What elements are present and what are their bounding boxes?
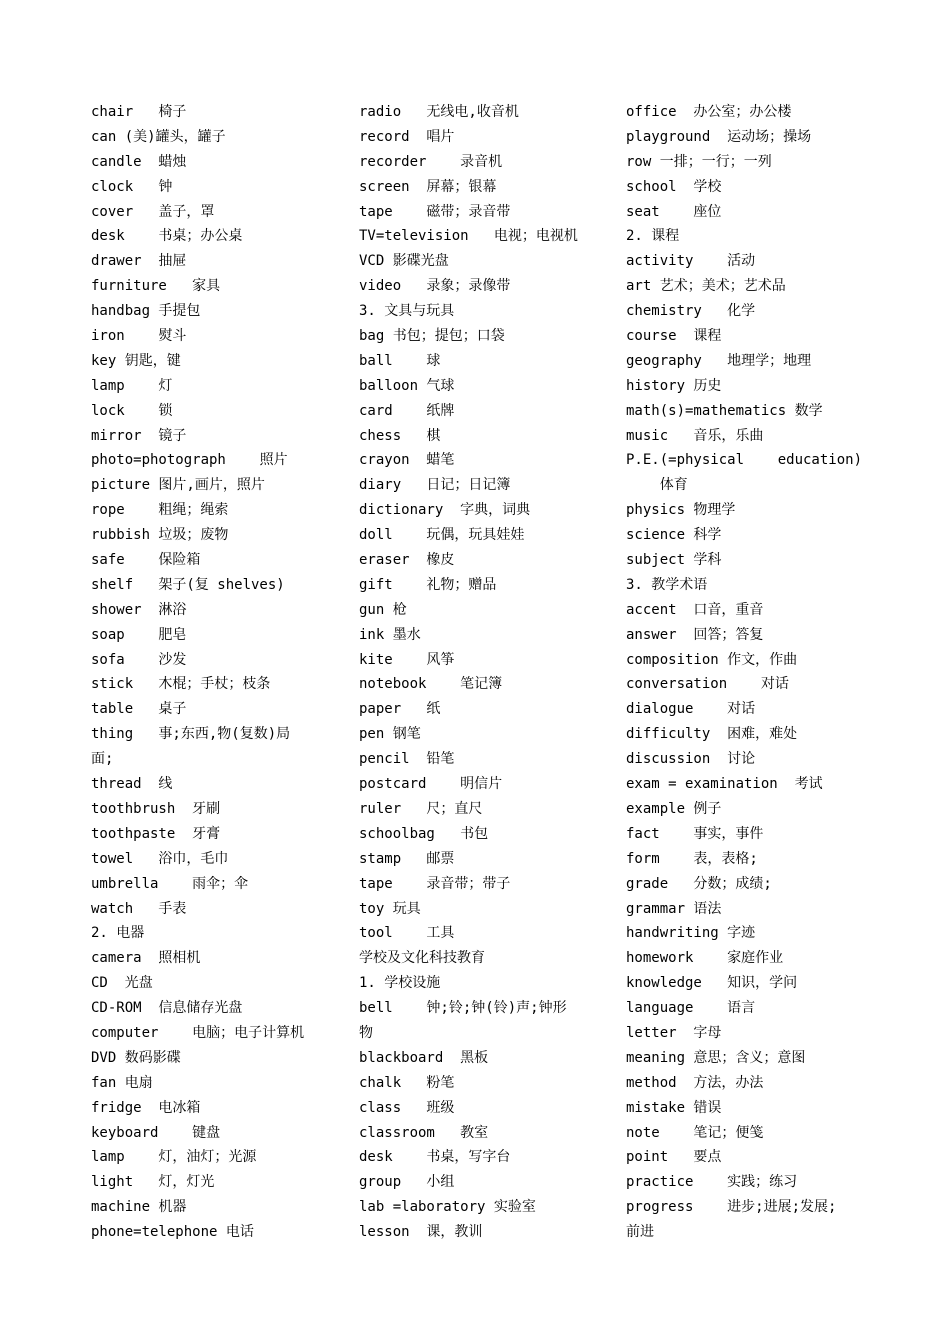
vocab-entry: mirror 镜子 [91, 427, 187, 444]
vocab-entry: chair 椅子 [91, 104, 187, 120]
vocab-entry: shelf 架子(复 shelves) [91, 576, 285, 593]
vocab-entry: paper 纸 [359, 701, 441, 718]
vocab-entry: seat 座位 [626, 203, 722, 220]
vocab-entry: method 方法，办法 [626, 1074, 764, 1091]
vocab-entry: cover 盖子，罩 [91, 203, 215, 220]
vocab-entry: 学校及文化科技教育 [359, 950, 485, 967]
vocab-column-2 [359, 100, 614, 1245]
vocab-entry: candle 蜡烛 [91, 153, 187, 170]
vocab-entry: kite 风筝 [359, 651, 455, 668]
vocab-entry: tape 磁带；录音带 [359, 203, 511, 220]
vocab-entry: progress 进步;进展;发展; [626, 1199, 837, 1216]
vocab-entry: photo=photograph 照片 [91, 452, 288, 469]
vocab-entry: course 课程 [626, 328, 722, 345]
vocab-entry: rubbish 垃圾；废物 [91, 527, 229, 544]
vocab-entry: history 历史 [626, 377, 722, 394]
vocab-entry: exam = examination 考试 [626, 776, 823, 793]
vocab-entry: schoolbag 书包 [359, 825, 489, 842]
vocab-entry: geography 地理学；地理 [626, 352, 812, 369]
vocab-entry: light 灯，灯光 [91, 1174, 215, 1191]
vocab-entry: handbag 手提包 [91, 303, 201, 320]
vocab-entry: ink 墨水 [359, 626, 421, 643]
vocab-entry: screen 屏幕；银幕 [359, 178, 497, 195]
vocab-entry: math(s)=mathematics 数学 [626, 402, 823, 419]
vocab-entry: machine 机器 [91, 1199, 187, 1216]
vocab-entry: row 一排；一行；一列 [626, 153, 772, 170]
vocab-entry: postcard 明信片 [359, 776, 503, 793]
vocab-entry: homework 家庭作业 [626, 950, 784, 967]
vocab-entry: TV=television 电视；电视机 [359, 228, 578, 245]
vocab-entry: tool 工具 [359, 925, 455, 942]
vocab-column-1 [91, 100, 346, 1245]
vocab-entry: DVD 数码影碟 [91, 1049, 181, 1066]
vocab-entry: thing 事;东西,物(复数)局 [91, 726, 291, 743]
vocab-entry: 2. 电器 [91, 925, 145, 942]
vocab-entry: recorder 录音机 [359, 153, 503, 170]
vocab-entry: camera 照相机 [91, 950, 201, 967]
vocab-entry: 2. 课程 [626, 228, 680, 245]
vocab-entry: handwriting 字迹 [626, 925, 756, 942]
vocab-entry: 1. 学校设施 [359, 975, 441, 992]
vocab-entry: phone=telephone 电话 [91, 1224, 254, 1241]
vocab-entry: fact 事实，事件 [626, 825, 764, 842]
vocab-entry: eraser 橡皮 [359, 552, 455, 569]
vocab-entry: science 科学 [626, 527, 722, 544]
vocab-entry: pen 钢笔 [359, 726, 421, 743]
vocab-entry: 面; [91, 751, 114, 768]
vocab-entry: 3. 教学术语 [626, 576, 708, 593]
vocab-entry: art 艺术；美术；艺术品 [626, 278, 786, 295]
vocab-entry: clock 钟 [91, 178, 173, 195]
vocab-entry: dictionary 字典，词典 [359, 502, 531, 519]
vocab-entry: physics 物理学 [626, 502, 736, 519]
vocab-entry: shower 淋浴 [91, 601, 187, 618]
vocab-entry: desk 书桌，写字台 [359, 1149, 511, 1166]
vocab-entry: stick 木棍；手杖；枝条 [91, 676, 271, 693]
vocab-entry: chess 棋 [359, 427, 441, 444]
vocab-entry: picture 图片,画片，照片 [91, 477, 265, 494]
vocab-entry: desk 书桌；办公桌 [91, 228, 243, 245]
vocab-entry: accent 口音，重音 [626, 601, 764, 618]
vocab-entry: lab =laboratory 实验室 [359, 1199, 536, 1216]
vocab-entry: bag 书包；提包；口袋 [359, 328, 505, 345]
vocab-entry: chemistry 化学 [626, 303, 756, 320]
vocab-entry: composition 作文，作曲 [626, 651, 798, 668]
vocab-entry: rope 粗绳；绳索 [91, 502, 229, 519]
vocab-entry: lesson 课，教训 [359, 1224, 483, 1241]
vocab-entry: point 要点 [626, 1149, 722, 1166]
vocab-entry: class 班级 [359, 1099, 455, 1116]
vocab-entry: 3. 文具与玩具 [359, 303, 455, 320]
vocab-entry: knowledge 知识，学问 [626, 975, 798, 992]
vocab-entry: ruler 尺；直尺 [359, 800, 483, 817]
vocab-entry: letter 字母 [626, 1024, 722, 1041]
vocab-entry: lamp 灯 [91, 377, 173, 394]
vocab-entry: 前进 [626, 1224, 654, 1241]
vocab-entry: tape 录音带；带子 [359, 875, 511, 892]
vocab-entry: lamp 灯，油灯；光源 [91, 1149, 257, 1166]
vocab-entry: can (美)罐头，罐子 [91, 128, 226, 145]
vocab-entry: fan 电扇 [91, 1074, 153, 1091]
vocab-column-3 [626, 100, 926, 1245]
vocab-entry: toothbrush 牙刷 [91, 800, 221, 817]
vocab-entry: conversation 对话 [626, 676, 789, 693]
vocab-entry: blackboard 黑板 [359, 1049, 489, 1066]
vocab-entry: practice 实践；练习 [626, 1174, 798, 1191]
vocab-entry: video 录象；录像带 [359, 278, 511, 295]
vocab-entry: radio 无线电,收音机 [359, 104, 519, 120]
vocab-entry: answer 回答；答复 [626, 626, 764, 643]
vocab-entry: keyboard 键盘 [91, 1124, 221, 1141]
vocab-entry: gift 礼物；赠品 [359, 576, 497, 593]
vocab-entry: language 语言 [626, 1000, 756, 1017]
vocab-entry: umbrella 雨伞；伞 [91, 875, 249, 892]
vocab-entry: record 唱片 [359, 128, 455, 145]
vocab-entry: form 表，表格; [626, 850, 758, 867]
vocab-entry: safe 保险箱 [91, 552, 201, 569]
vocab-entry: P.E.(=physical education) [626, 452, 863, 469]
vocab-entry: 体育 [626, 477, 688, 494]
vocab-entry: soap 肥皂 [91, 626, 187, 643]
vocab-entry: computer 电脑；电子计算机 [91, 1024, 305, 1041]
vocab-entry: classroom 教室 [359, 1124, 489, 1141]
vocab-entry: doll 玩偶，玩具娃娃 [359, 527, 525, 544]
vocab-entry: meaning 意思；含义；意图 [626, 1049, 806, 1066]
vocab-entry: thread 线 [91, 776, 173, 793]
vocab-entry: sofa 沙发 [91, 651, 187, 668]
vocab-entry: dialogue 对话 [626, 701, 756, 718]
vocab-entry: iron 熨斗 [91, 328, 187, 345]
vocab-entry: watch 手表 [91, 900, 187, 917]
vocab-entry: grade 分数；成绩; [626, 875, 772, 892]
vocab-entry: toothpaste 牙膏 [91, 825, 221, 842]
vocab-entry: bell 钟;铃;钟(铃)声;钟形 [359, 1000, 567, 1017]
vocab-entry: towel 浴巾，毛巾 [91, 850, 229, 867]
vocab-entry: grammar 语法 [626, 900, 722, 917]
vocab-entry: discussion 讨论 [626, 751, 756, 768]
vocab-entry: key 钥匙，键 [91, 352, 181, 369]
vocab-entry: stamp 邮票 [359, 850, 455, 867]
vocab-entry: note 笔记；便笺 [626, 1124, 764, 1141]
vocab-entry: toy 玩具 [359, 900, 421, 917]
vocab-entry: group 小组 [359, 1174, 455, 1191]
vocab-entry: table 桌子 [91, 701, 187, 718]
vocab-entry: card 纸牌 [359, 402, 455, 419]
vocab-entry: gun 枪 [359, 601, 407, 618]
vocab-entry: difficulty 困难，难处 [626, 726, 798, 743]
vocab-entry: example 例子 [626, 800, 722, 817]
vocab-entry: office 办公室；办公楼 [626, 104, 792, 120]
vocab-entry: lock 锁 [91, 402, 173, 419]
vocab-entry: CD-ROM 信息储存光盘 [91, 1000, 243, 1017]
vocab-entry: playground 运动场；操场 [626, 128, 812, 145]
vocab-entry: 物 [359, 1024, 373, 1041]
vocab-entry: furniture 家具 [91, 278, 221, 295]
vocab-entry: subject 学科 [626, 552, 722, 569]
vocab-entry: school 学校 [626, 178, 722, 195]
vocab-entry: mistake 错误 [626, 1099, 722, 1116]
vocab-entry: diary 日记；日记簿 [359, 477, 511, 494]
vocab-entry: chalk 粉笔 [359, 1074, 455, 1091]
vocab-entry: ball 球 [359, 352, 441, 369]
vocab-entry: activity 活动 [626, 253, 756, 270]
vocab-entry: notebook 笔记簿 [359, 676, 503, 693]
vocab-entry: fridge 电冰箱 [91, 1099, 201, 1116]
vocab-entry: balloon 气球 [359, 377, 455, 394]
vocab-entry: music 音乐，乐曲 [626, 427, 764, 444]
vocab-entry: CD 光盘 [91, 975, 153, 992]
vocab-entry: VCD 影碟光盘 [359, 253, 449, 270]
vocab-entry: pencil 铅笔 [359, 751, 455, 768]
vocab-entry: crayon 蜡笔 [359, 452, 455, 469]
vocab-entry: drawer 抽屉 [91, 253, 187, 270]
